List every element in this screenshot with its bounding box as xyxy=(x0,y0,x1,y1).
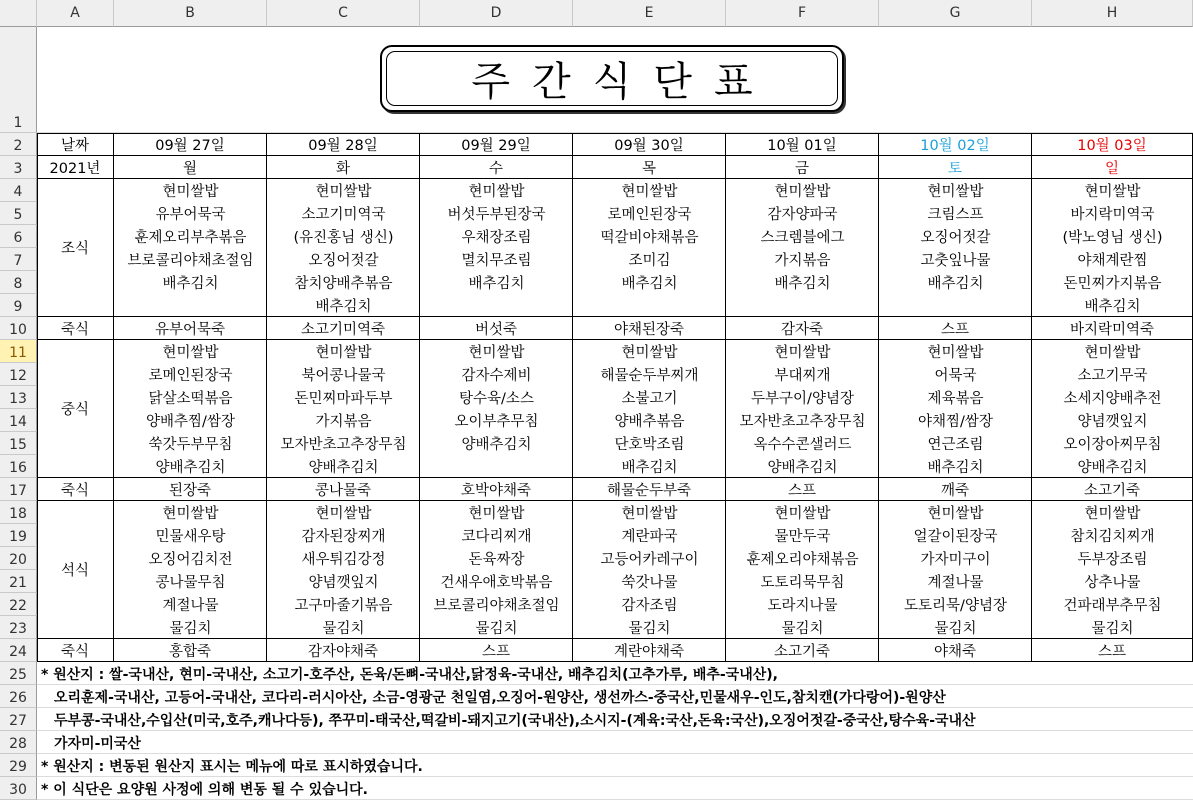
menu-item[interactable]: 오징어김치전 xyxy=(148,552,233,568)
breakfast-label-cell[interactable]: 조식 xyxy=(37,179,114,317)
row-header-30[interactable]: 30 xyxy=(0,777,37,800)
menu-item[interactable]: 참치양배추볶음 xyxy=(294,276,393,292)
gridline xyxy=(37,684,1193,685)
origin-note[interactable]: * 원산지 : 쌀-국내산, 현미-국내산, 소고기-호주산, 돈육/돈뼈-국내산,닭정육-국내산, 배추김치(고추가루, 배추-국내산), xyxy=(41,666,778,683)
menu-item[interactable]: 양배추김치 xyxy=(308,460,379,476)
menu-item[interactable]: 소고기무국 xyxy=(1077,368,1148,384)
date-cell[interactable]: 09월 29일 xyxy=(420,133,573,156)
menu-item[interactable]: 물만두국 xyxy=(774,529,831,545)
origin-note[interactable]: 가자미-미국산 xyxy=(54,735,141,752)
menu-item[interactable]: 모자반초고추장무침 xyxy=(739,414,866,430)
menu-item[interactable]: 양배추찜/쌈장 xyxy=(146,414,235,430)
menu-item[interactable]: 물김치 xyxy=(781,621,824,637)
menu-item[interactable]: 고춧잎나물 xyxy=(920,253,991,269)
menu-item[interactable]: (유진홍님 생신) xyxy=(293,230,394,246)
row-header-13[interactable]: 13 xyxy=(0,386,37,409)
menu-item[interactable]: 돈민찌마파두부 xyxy=(294,391,393,407)
porridge-cell[interactable]: 감자죽 xyxy=(726,317,879,340)
menu-item[interactable]: 도토리묵/양념장 xyxy=(904,598,1007,614)
menu-item[interactable]: 상추나물 xyxy=(1084,575,1141,591)
menu-item[interactable]: 물김치 xyxy=(169,621,212,637)
menu-item[interactable]: 양배추볶음 xyxy=(614,414,685,430)
menu-item[interactable]: 감자된장찌개 xyxy=(301,529,386,545)
menu-item[interactable]: 현미쌀밥 xyxy=(927,345,984,361)
porridge-cell[interactable]: 깨죽 xyxy=(879,478,1032,501)
menu-item[interactable]: 브로콜리야채초절임 xyxy=(127,253,254,269)
menu-item[interactable]: 계절나물 xyxy=(162,598,219,614)
porridge-cell[interactable]: 야채된장죽 xyxy=(573,317,726,340)
date-label-cell[interactable]: 날짜 xyxy=(37,133,114,156)
porridge-cell[interactable]: 소고기미역죽 xyxy=(267,317,420,340)
menu-item[interactable]: 야채찜/쌈장 xyxy=(918,414,993,430)
menu-item[interactable]: 돈민찌가지볶음 xyxy=(1063,276,1162,292)
menu-item[interactable]: 물김치 xyxy=(475,621,518,637)
menu-item[interactable]: 고구마줄기볶음 xyxy=(294,598,393,614)
menu-item[interactable]: 물김치 xyxy=(322,621,365,637)
porridge-cell[interactable]: 소고기죽 xyxy=(726,639,879,662)
menu-item[interactable]: 감자수제비 xyxy=(461,368,532,384)
menu-item[interactable]: 현미쌀밥 xyxy=(1084,506,1141,522)
menu-item[interactable]: 현미쌀밥 xyxy=(621,184,678,200)
porridge-cell[interactable]: 야채죽 xyxy=(879,639,1032,662)
menu-item[interactable]: 배추김치 xyxy=(315,299,372,315)
menu-item[interactable]: 양배추김치 xyxy=(767,460,838,476)
origin-note[interactable]: 두부콩-국내산,수입산(미국,호주,캐나다등), 쭈꾸미-태국산,떡갈비-돼지고기(국내산),소시지-(계육:국산,돈육:국산),오징어젓갈-중국산,탕수육-국내산 xyxy=(54,712,976,729)
column-header-c[interactable]: C xyxy=(267,0,420,27)
menu-item[interactable]: 북어콩나물국 xyxy=(301,368,386,384)
menu-item[interactable]: 오징어젓갈 xyxy=(920,230,991,246)
menu-item[interactable]: 탕수육/소스 xyxy=(459,391,534,407)
porridge-cell[interactable]: 스프 xyxy=(879,317,1032,340)
menu-item[interactable]: 유부어묵국 xyxy=(155,207,226,223)
menu-item[interactable]: 소고기미역국 xyxy=(301,207,386,223)
porridge-cell[interactable]: 스프 xyxy=(420,639,573,662)
menu-item[interactable]: 현미쌀밥 xyxy=(774,184,831,200)
porridge-cell[interactable]: 스프 xyxy=(1032,639,1193,662)
row-header-14[interactable]: 14 xyxy=(0,409,37,432)
porridge-cell[interactable]: 호박야채죽 xyxy=(420,478,573,501)
menu-item[interactable]: 참치김치찌개 xyxy=(1070,529,1155,545)
menu-item[interactable]: 연근조림 xyxy=(927,437,984,453)
menu-item[interactable]: 콩나물무침 xyxy=(155,575,226,591)
origin-note[interactable]: 오리훈제-국내산, 고등어-국내산, 코다리-러시아산, 소금-영광군 천일염,오징어-원양산, 생선까스-중국산,민물새우-인도,참치캔(가다랑어)-원양산 xyxy=(54,689,946,706)
menu-item[interactable]: 도라지나물 xyxy=(767,598,838,614)
menu-item[interactable]: 물김치 xyxy=(628,621,671,637)
menu-item[interactable]: 현미쌀밥 xyxy=(621,345,678,361)
menu-item[interactable]: 양배추김치 xyxy=(1077,460,1148,476)
day-cell[interactable]: 화 xyxy=(267,156,420,179)
row-header-17[interactable]: 17 xyxy=(0,478,37,501)
title-box[interactable] xyxy=(380,45,844,112)
menu-item[interactable]: 물김치 xyxy=(1091,621,1134,637)
porridge-cell[interactable]: 계란야채죽 xyxy=(573,639,726,662)
dinner-label-cell[interactable]: 석식 xyxy=(37,501,114,639)
porridge-cell[interactable]: 유부어묵죽 xyxy=(114,317,267,340)
menu-item[interactable]: 쑥갓두부무침 xyxy=(148,437,233,453)
menu-item[interactable]: 오징어젓갈 xyxy=(308,253,379,269)
menu-item[interactable]: 현미쌀밥 xyxy=(468,184,525,200)
menu-item[interactable]: 소불고기 xyxy=(621,391,678,407)
menu-item[interactable]: 해물순두부찌개 xyxy=(600,368,699,384)
row-header-26[interactable]: 26 xyxy=(0,685,37,708)
menu-item[interactable]: 계절나물 xyxy=(927,575,984,591)
menu-item[interactable] xyxy=(726,294,879,317)
origin-note[interactable]: * 원산지 : 변동된 원산지 표시는 메뉴에 따로 표시하였습니다. xyxy=(41,758,423,775)
menu-item[interactable]: 브로콜리야채초절임 xyxy=(433,598,560,614)
column-header-e[interactable]: E xyxy=(573,0,726,27)
row-header-21[interactable]: 21 xyxy=(0,570,37,593)
menu-item[interactable]: 현미쌀밥 xyxy=(1084,345,1141,361)
row-header-8[interactable]: 8 xyxy=(0,271,37,294)
menu-item[interactable]: 옥수수콘샐러드 xyxy=(753,437,852,453)
menu-item[interactable]: 배추김치 xyxy=(468,276,525,292)
menu-item[interactable]: 훈제오리야채볶음 xyxy=(746,552,859,568)
menu-item[interactable]: 현미쌀밥 xyxy=(162,506,219,522)
menu-item[interactable]: 훈제오리부추볶음 xyxy=(134,230,247,246)
date-cell[interactable]: 10월 02일 xyxy=(879,133,1032,156)
menu-item[interactable]: 로메인된장국 xyxy=(607,207,692,223)
menu-item[interactable]: 양배추김치 xyxy=(155,460,226,476)
menu-item[interactable] xyxy=(420,455,573,478)
menu-item[interactable]: 배추김치 xyxy=(621,460,678,476)
menu-item[interactable] xyxy=(114,294,267,317)
menu-item[interactable]: 건새우애호박볶음 xyxy=(440,575,553,591)
row-header-12[interactable]: 12 xyxy=(0,363,37,386)
menu-item[interactable]: 현미쌀밥 xyxy=(1084,184,1141,200)
menu-item[interactable]: 배추김치 xyxy=(927,276,984,292)
menu-item[interactable]: 쑥갓나물 xyxy=(621,575,678,591)
menu-item[interactable]: 현미쌀밥 xyxy=(315,506,372,522)
menu-item[interactable]: 멸치무조림 xyxy=(461,253,532,269)
row-header-3[interactable]: 3 xyxy=(0,156,37,179)
day-cell[interactable]: 일 xyxy=(1032,156,1193,179)
menu-item[interactable]: 배추김치 xyxy=(162,276,219,292)
row-header-22[interactable]: 22 xyxy=(0,593,37,616)
day-cell[interactable]: 수 xyxy=(420,156,573,179)
row-header-1[interactable]: 1 xyxy=(0,27,37,133)
menu-item[interactable]: 건파래부추무침 xyxy=(1063,598,1162,614)
row-header-23[interactable]: 23 xyxy=(0,616,37,639)
menu-item[interactable]: 감자조림 xyxy=(621,598,678,614)
porridge-cell[interactable]: 감자야채죽 xyxy=(267,639,420,662)
menu-item[interactable]: 현미쌀밥 xyxy=(621,506,678,522)
row-header-15[interactable]: 15 xyxy=(0,432,37,455)
row-header-4[interactable]: 4 xyxy=(0,179,37,202)
date-cell[interactable]: 09월 30일 xyxy=(573,133,726,156)
column-header-d[interactable]: D xyxy=(420,0,573,27)
menu-item[interactable]: 부대찌개 xyxy=(774,368,831,384)
column-header-f[interactable]: F xyxy=(726,0,879,27)
menu-item[interactable]: 가자미구이 xyxy=(920,552,991,568)
menu-item[interactable]: 현미쌀밥 xyxy=(315,345,372,361)
day-cell[interactable]: 목 xyxy=(573,156,726,179)
menu-item[interactable]: 크림스프 xyxy=(927,207,984,223)
menu-item[interactable] xyxy=(573,294,726,317)
menu-item[interactable]: 현미쌀밥 xyxy=(315,184,372,200)
row-header-5[interactable]: 5 xyxy=(0,202,37,225)
menu-item[interactable]: 오이부추무침 xyxy=(454,414,539,430)
porridge-cell[interactable]: 홍합죽 xyxy=(114,639,267,662)
menu-item[interactable]: 야채계란찜 xyxy=(1077,253,1148,269)
menu-item[interactable]: 두부구이/양념장 xyxy=(751,391,854,407)
menu-item[interactable]: 배추김치 xyxy=(927,460,984,476)
menu-item[interactable]: 가지볶음 xyxy=(315,414,372,430)
menu-item[interactable]: 버섯두부된장국 xyxy=(447,207,546,223)
lunch-label-cell[interactable]: 중식 xyxy=(37,340,114,478)
day-cell[interactable]: 토 xyxy=(879,156,1032,179)
menu-item[interactable] xyxy=(420,294,573,317)
menu-item[interactable]: 민물새우탕 xyxy=(155,529,226,545)
menu-item[interactable]: 조미김 xyxy=(628,253,671,269)
porridge-cell[interactable]: 해물순두부죽 xyxy=(573,478,726,501)
menu-item[interactable]: 감자양파국 xyxy=(767,207,838,223)
porridge-cell[interactable]: 스프 xyxy=(726,478,879,501)
page-title: 주간식단표 xyxy=(471,59,775,105)
gridline xyxy=(37,753,1193,754)
menu-item[interactable]: 얼갈이된장국 xyxy=(913,529,998,545)
day-cell[interactable]: 월 xyxy=(114,156,267,179)
menu-item[interactable]: 현미쌀밥 xyxy=(162,184,219,200)
menu-item[interactable]: 오이장아찌무침 xyxy=(1063,437,1162,453)
menu-item[interactable]: 물김치 xyxy=(934,621,977,637)
menu-item[interactable]: 배추김치 xyxy=(621,276,678,292)
porridge-cell[interactable]: 된장죽 xyxy=(114,478,267,501)
menu-item[interactable]: (박노영님 생신) xyxy=(1062,230,1163,246)
menu-item[interactable]: 어묵국 xyxy=(934,368,977,384)
menu-item[interactable]: 바지락미역국 xyxy=(1070,207,1155,223)
row-header-7[interactable]: 7 xyxy=(0,248,37,271)
row-header-25[interactable]: 25 xyxy=(0,662,37,685)
date-cell[interactable]: 10월 01일 xyxy=(726,133,879,156)
menu-item[interactable]: 우채장조림 xyxy=(461,230,532,246)
menu-item[interactable]: 양념깻잎지 xyxy=(308,575,379,591)
menu-item[interactable]: 소세지양배추전 xyxy=(1063,391,1162,407)
date-cell[interactable]: 10월 03일 xyxy=(1032,133,1193,156)
menu-item[interactable]: 현미쌀밥 xyxy=(468,345,525,361)
menu-item[interactable]: 양념깻잎지 xyxy=(1077,414,1148,430)
menu-item[interactable]: 현미쌀밥 xyxy=(774,345,831,361)
menu-item[interactable]: 로메인된장국 xyxy=(148,368,233,384)
gridline xyxy=(37,730,1193,731)
row-header-27[interactable]: 27 xyxy=(0,708,37,731)
gridline xyxy=(37,132,1193,133)
porridge-cell[interactable]: 바지락미역죽 xyxy=(1032,317,1193,340)
row-header-29[interactable]: 29 xyxy=(0,754,37,777)
year-label-cell[interactable]: 2021년 xyxy=(37,156,114,179)
column-header-a[interactable]: A xyxy=(37,0,114,27)
day-cell[interactable]: 금 xyxy=(726,156,879,179)
row-header-16[interactable]: 16 xyxy=(0,455,37,478)
porridge-cell[interactable]: 버섯죽 xyxy=(420,317,573,340)
porridge-label-cell[interactable]: 죽식 xyxy=(37,639,114,662)
menu-item[interactable]: 고등어카레구이 xyxy=(600,552,699,568)
column-header-b[interactable]: B xyxy=(114,0,267,27)
row-header-9[interactable]: 9 xyxy=(0,294,37,317)
origin-note[interactable]: * 이 식단은 요양원 사정에 의해 변동 될 수 있습니다. xyxy=(41,781,368,798)
menu-item[interactable]: 현미쌀밥 xyxy=(927,506,984,522)
menu-item[interactable]: 배추김치 xyxy=(1084,299,1141,315)
menu-item[interactable]: 두부장조림 xyxy=(1077,552,1148,568)
porridge-cell[interactable]: 소고기죽 xyxy=(1032,478,1193,501)
date-cell[interactable]: 09월 27일 xyxy=(114,133,267,156)
gridline xyxy=(37,776,1193,777)
column-header-bar xyxy=(0,0,1193,28)
row-header-11[interactable]: 11 xyxy=(0,340,37,363)
menu-item[interactable] xyxy=(879,294,1032,317)
menu-item[interactable]: 스크렘블에그 xyxy=(760,230,845,246)
menu-item[interactable]: 돈육짜장 xyxy=(468,552,525,568)
menu-item[interactable]: 단호박조림 xyxy=(614,437,685,453)
menu-item[interactable]: 양배추김치 xyxy=(461,437,532,453)
menu-item[interactable]: 계란파국 xyxy=(621,529,678,545)
menu-item[interactable]: 새우튀김강정 xyxy=(301,552,386,568)
menu-item[interactable]: 현미쌀밥 xyxy=(162,345,219,361)
row-header-6[interactable]: 6 xyxy=(0,225,37,248)
column-header-g[interactable]: G xyxy=(879,0,1032,27)
date-cell[interactable]: 09월 28일 xyxy=(267,133,420,156)
menu-item[interactable]: 닭살소떡볶음 xyxy=(148,391,233,407)
gridline xyxy=(37,707,1193,708)
menu-item[interactable]: 도토리묵무침 xyxy=(760,575,845,591)
menu-item[interactable]: 현미쌀밥 xyxy=(927,184,984,200)
porridge-label-cell[interactable]: 죽식 xyxy=(37,478,114,501)
menu-item[interactable]: 현미쌀밥 xyxy=(468,506,525,522)
menu-item[interactable]: 모자반초고추장무침 xyxy=(280,437,407,453)
menu-item[interactable]: 가지볶음 xyxy=(774,253,831,269)
porridge-label-cell[interactable]: 죽식 xyxy=(37,317,114,340)
row-header-19[interactable]: 19 xyxy=(0,524,37,547)
row-header-24[interactable]: 24 xyxy=(0,639,37,662)
row-header-20[interactable]: 20 xyxy=(0,547,37,570)
menu-item[interactable]: 코다리찌개 xyxy=(461,529,532,545)
menu-item[interactable]: 제육볶음 xyxy=(927,391,984,407)
menu-item[interactable]: 현미쌀밥 xyxy=(774,506,831,522)
column-header-h[interactable]: H xyxy=(1032,0,1193,27)
select-all-corner[interactable] xyxy=(0,0,37,27)
menu-item[interactable]: 떡갈비야채볶음 xyxy=(600,230,699,246)
row-header-2[interactable]: 2 xyxy=(0,133,37,156)
porridge-cell[interactable]: 콩나물죽 xyxy=(267,478,420,501)
row-header-10[interactable]: 10 xyxy=(0,317,37,340)
row-header-18[interactable]: 18 xyxy=(0,501,37,524)
row-header-28[interactable]: 28 xyxy=(0,731,37,754)
menu-item[interactable]: 배추김치 xyxy=(774,276,831,292)
